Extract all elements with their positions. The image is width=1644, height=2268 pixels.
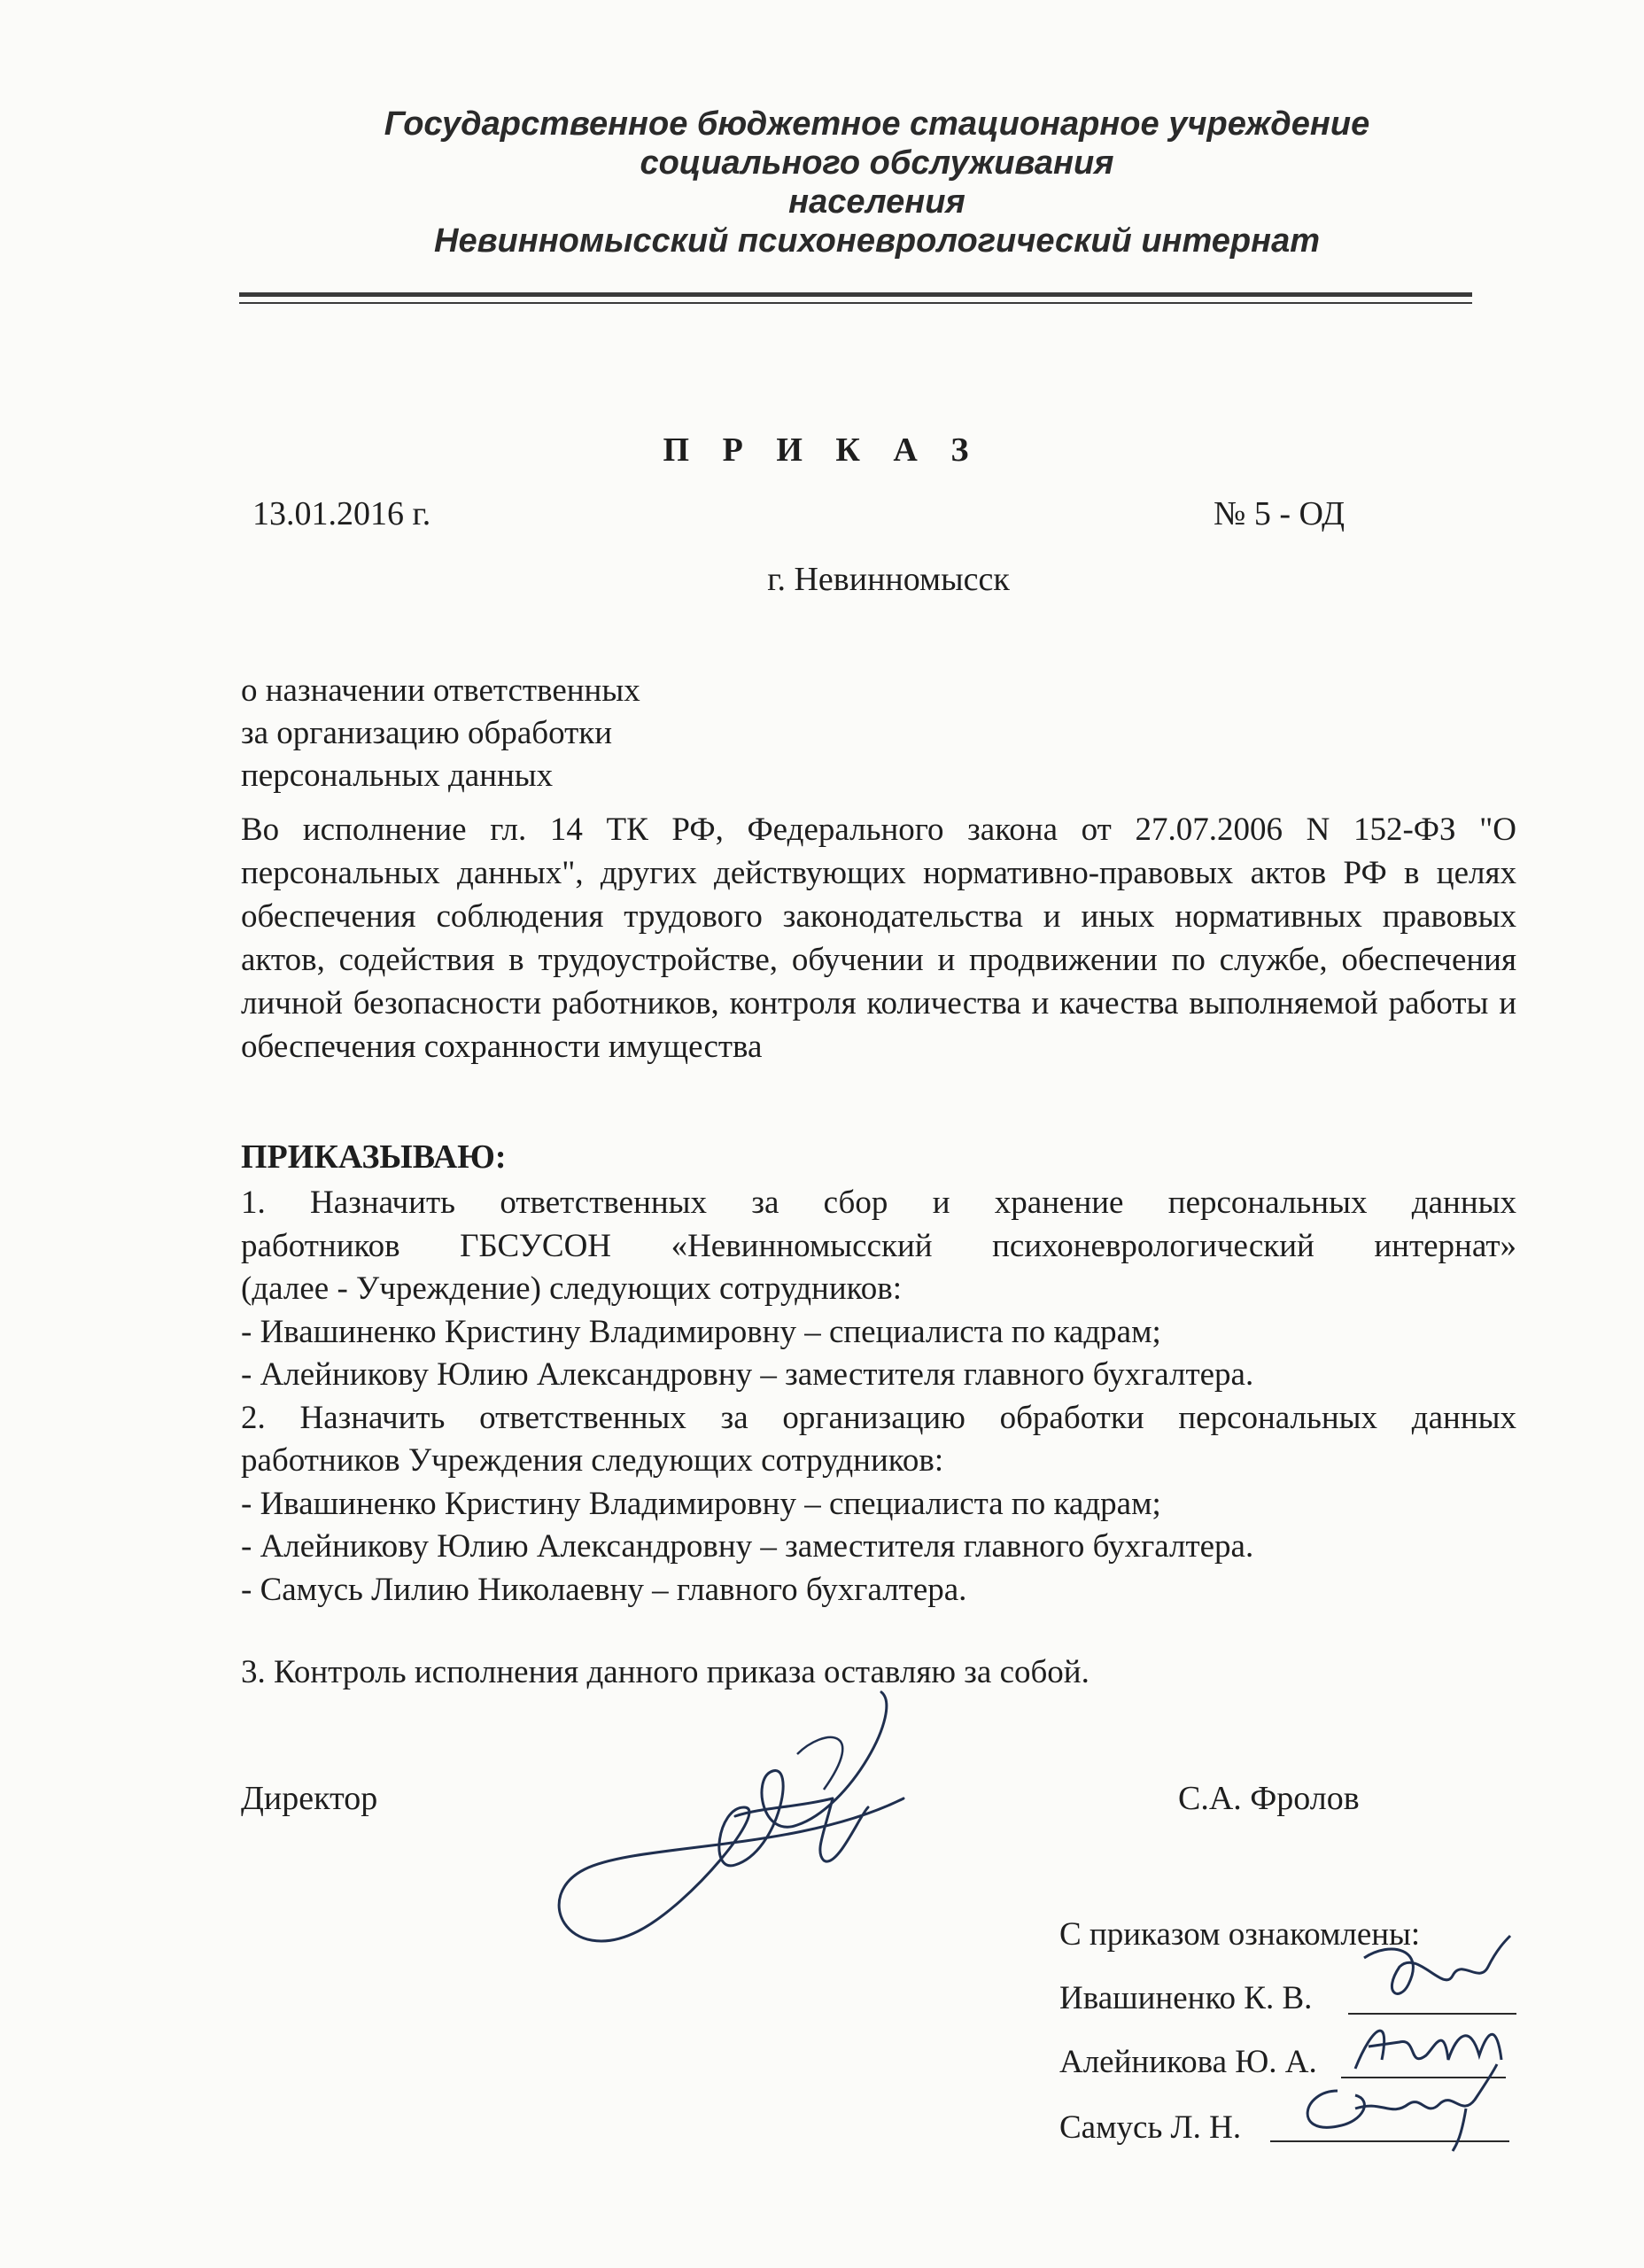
order-date: 13.01.2016 г. xyxy=(252,495,431,532)
document-type: П Р И К А З xyxy=(663,431,981,469)
org-line-1: Государственное бюджетное стационарное учреждение xyxy=(384,105,1370,143)
item-line-2: работников ГБСУСОН «Невинномысский психоневрологический интернат» xyxy=(241,1227,1516,1264)
order-number: № 5 - ОД xyxy=(1214,495,1345,532)
organization-header xyxy=(230,105,1524,260)
item-line-6: 2. Назначить ответственных за организацию обработки персональных данных xyxy=(241,1399,1516,1436)
signer-name: С.А. Фролов xyxy=(1178,1780,1360,1817)
item-line-1: 1. Назначить ответственных за сбор и хранение персональных данных xyxy=(241,1184,1516,1221)
signer-title: Директор xyxy=(241,1780,378,1817)
order-directive: ПРИКАЗЫВАЮ: xyxy=(241,1138,507,1176)
acknowledged-person-2: Алейникова Ю. А. xyxy=(1059,2044,1317,2080)
acknowledged-person-1: Ивашиненко К. В. xyxy=(1059,1980,1313,2016)
item-line-4: - Ивашиненко Кристину Владимировну – специалиста по кадрам; xyxy=(241,1313,1161,1350)
org-line-2: социального обслуживания xyxy=(640,144,1114,182)
item-line-3: (далее - Учреждение) следующих сотрудников: xyxy=(241,1270,902,1307)
header-divider-thick xyxy=(239,292,1472,297)
order-subject xyxy=(241,670,640,797)
item-line-8: - Ивашиненко Кристину Владимировну – специалиста по кадрам; xyxy=(241,1485,1161,1522)
preamble-paragraph: Во исполнение гл. 14 ТК РФ, Федерального закона от 27.07.2006 N 152-ФЗ "О персональных данных", других действующих нормативно-правовых актов РФ в целях обеспечения соблюдения трудового законодательства и иных нормативных правовых актов, содействия в трудоустройстве, обучении и продвижении по службе, обеспечения личной безопасности работников, контроля количества и качества выполняемой работы и обеспечения сохранности имущества xyxy=(241,812,1516,1065)
header-divider-thin xyxy=(239,302,1472,304)
org-line-3: населения xyxy=(788,183,965,221)
subject-line-1: о назначении ответственных xyxy=(241,672,640,709)
acknowledged-person-3: Самусь Л. Н. xyxy=(1059,2109,1242,2146)
item-line-10: - Самусь Лилию Николаевну – главного бухгалтера. xyxy=(241,1571,967,1608)
item-line-5: - Алейникову Юлию Александровну – заместителя главного бухгалтера. xyxy=(241,1356,1254,1393)
subject-line-3: персональных данных xyxy=(241,757,554,794)
acknowledgement-title: С приказом ознакомлены: xyxy=(1059,1916,1421,1953)
director-signature xyxy=(531,1674,992,1967)
control-clause: 3. Контроль исполнения данного приказа оставляю за собой. xyxy=(241,1654,1090,1690)
org-line-4: Невинномысский психоневрологический интернат xyxy=(434,222,1320,260)
order-city: г. Невинномысск xyxy=(767,561,1010,598)
signature-ivashinenko xyxy=(1355,1931,1515,2011)
order-items xyxy=(241,1182,1516,1612)
signature-samus xyxy=(1284,2055,1506,2153)
item-line-9: - Алейникову Юлию Александровну – заместителя главного бухгалтера. xyxy=(241,1528,1254,1565)
item-line-7: работников Учреждения следующих сотрудников: xyxy=(241,1442,944,1479)
subject-line-2: за организацию обработки xyxy=(241,715,613,751)
